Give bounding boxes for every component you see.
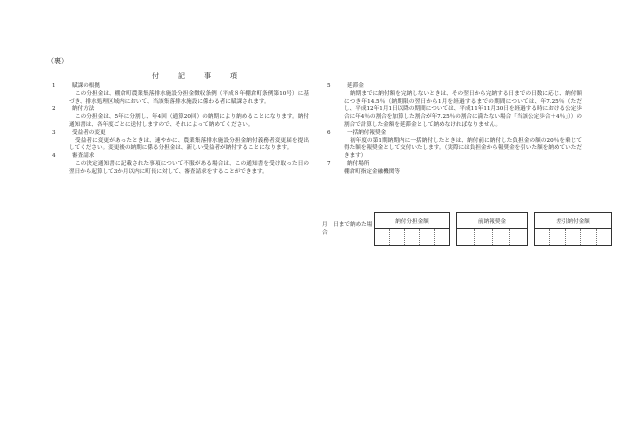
section-heading: 一括納付報奨金 <box>347 129 387 136</box>
section-heading: 延滞金 <box>347 83 364 89</box>
document-title: 付 記 事 項 <box>152 72 243 80</box>
section-number: 4 <box>52 153 56 160</box>
section-body: 納期までに納付額を完納しないときは、その翌日から完納する日までの日数に応じ、納付額につき年14.5％（納期限の翌日から1月を経過するまでの期間については、年7.25％（ただし、平成12年1月1日以降の期間については、平成11年11月30日を経過する時における公定歩合に年4％の割合を加算した割合が年7.25％の割合に満たない場合「当該公定歩合＋4％」））の割合で計算した金額を延滞金として納めなければなりません。 <box>344 90 582 128</box>
section-heading: 納付場所 <box>347 160 370 167</box>
section-number: 3 <box>52 129 56 136</box>
left-column <box>47 83 309 177</box>
section-basis <box>47 83 309 106</box>
section-late-fee <box>322 83 582 130</box>
page-side-label: （裏） <box>47 57 68 65</box>
section-heading: 納付方法 <box>72 106 95 113</box>
section-body: この決定通知書に記載された事項について不服がある場合は、この通知書を受け取った日の翌日から起算して3か月以内に町長に対して、審査請求をすることができます。 <box>69 160 309 175</box>
section-heading: 審査請求 <box>72 153 95 160</box>
column-header: 前納報奨金 <box>457 213 528 229</box>
section-number: 6 <box>327 129 331 136</box>
column-header: 納付分担金額 <box>375 213 450 229</box>
section-payment-place <box>322 161 582 177</box>
net-amount-cell <box>535 229 612 246</box>
section-body: 棚倉町指定金融機関等 <box>344 168 400 175</box>
right-column <box>322 83 582 177</box>
section-body: 初年度の第1期納期内に一括納付したときは、納付前に納付した負担金の額の20％を乗じて得た額を報奨金として交付いたします。（実際には負担金から報奨金を引いた額を納めていただきます） <box>344 137 582 160</box>
section-heading: 受益者の変更 <box>72 129 106 136</box>
section-appeal <box>47 153 309 176</box>
section-payment-method <box>47 106 309 129</box>
section-lump-sum-reward <box>322 130 582 161</box>
section-number: 5 <box>327 83 331 89</box>
row-caption: 月 日まで納めた場合 <box>322 222 373 236</box>
section-number: 7 <box>327 160 331 167</box>
section-beneficiary-change <box>47 130 309 153</box>
section-body: この分担金は、棚倉町農業集落排水施設分担金徴収条例（平成８年棚倉町条例第10号）に基づき、排水処理区域内において、当該集落排水施設に係わる者に賦課されます。 <box>69 90 309 105</box>
reward-cell <box>457 229 528 246</box>
payment-table-area <box>322 212 612 246</box>
section-number: 1 <box>52 83 56 89</box>
amount-cell <box>375 229 450 246</box>
section-heading: 賦課の根拠 <box>72 83 100 89</box>
section-body: この分担金は、5年に分割し、年4回（通算20回）の納期により納めることになります。納付通知書は、各年度ごとに送付しますので、それによって納めてください。 <box>69 114 309 128</box>
section-number: 2 <box>52 106 56 113</box>
payment-table <box>374 212 612 246</box>
column-header: 差引納付金額 <box>535 213 612 229</box>
section-body: 受益者に変更があったときは、速やかに、農業集落排水施設分担金納付義務者変更届を提出してください。変更後の納期に係る分担金は、新しい受益者が納付することになります。 <box>69 137 309 152</box>
